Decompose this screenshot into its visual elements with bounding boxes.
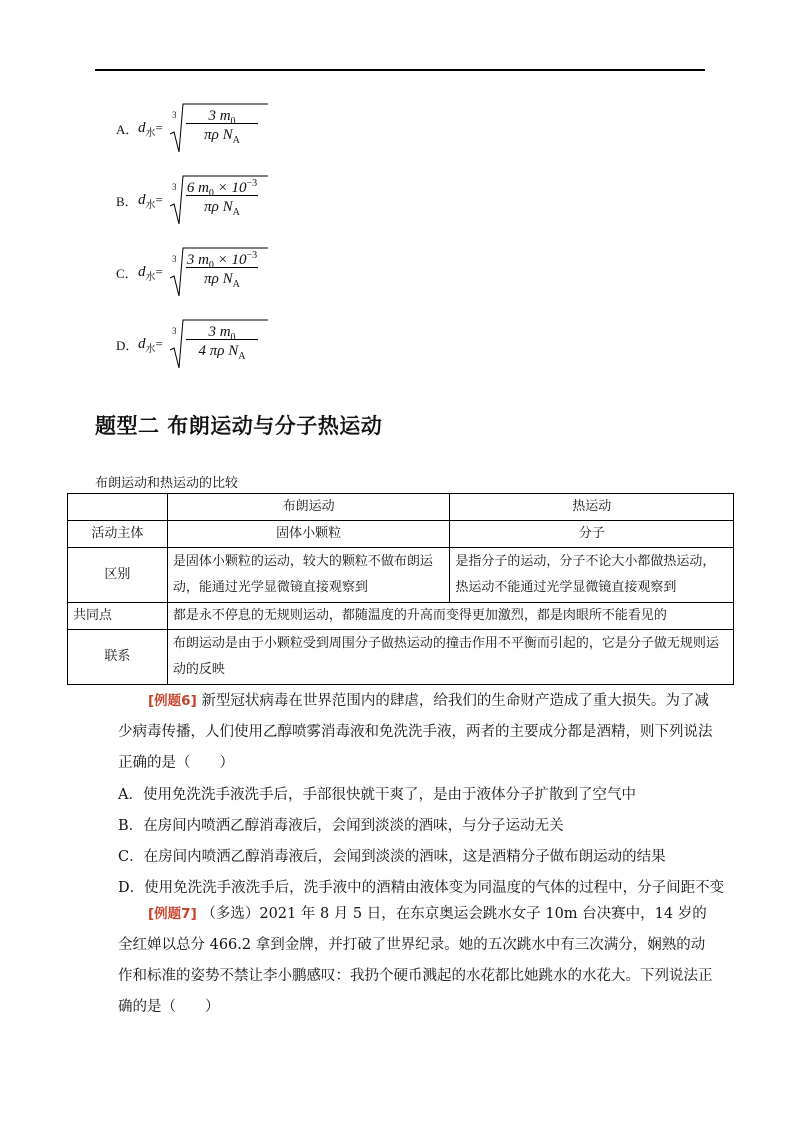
formula-lhs: $d_水=$	[138, 264, 163, 283]
option-a	[116, 106, 416, 166]
option-c	[116, 250, 416, 310]
row-label: 共同点	[68, 603, 168, 630]
row-label: 联系	[68, 630, 168, 685]
table-row	[68, 548, 734, 603]
table-merged-cell: 都是永不停息的无规则运动，都随温度的升高而变得更加激烈，都是肉眼所不能看见的	[167, 603, 733, 630]
option-b	[116, 178, 416, 238]
table-caption: 布朗运动和热运动的比较	[95, 476, 239, 491]
table-cell: 固体小颗粒	[167, 521, 450, 548]
table-cell: 是指分子的运动，分子不论大小都做热运动，热运动不能通过光学显微镜直接观察到	[450, 548, 734, 603]
option-letter: A．	[116, 122, 139, 137]
choice-d: D．使用免洗洗手液洗手后，洗手液中的酒精由液体变为同温度的气体的过程中，分子间距不变	[118, 880, 725, 896]
example-7-stem	[118, 899, 718, 1023]
table-header-row	[68, 494, 734, 521]
option-letter: C．	[116, 266, 138, 281]
example-6-stem	[118, 686, 718, 779]
table-header-cell: 热运动	[450, 494, 734, 521]
example-tag: [例题6]	[148, 693, 197, 709]
comparison-table	[67, 493, 734, 685]
header-rule	[95, 69, 705, 71]
choice-c: C．在房间内喷洒乙醇消毒液后，会闻到淡淡的酒味，这是酒精分子做布朗运动的结果	[118, 849, 666, 865]
option-d	[116, 322, 416, 382]
formula-fraction: 6 $m_0 \times 10^{-3}$ πρ $N_A$	[186, 178, 258, 218]
table-row	[68, 603, 734, 630]
example-tag: [例题7]	[148, 906, 197, 922]
table-cell	[68, 494, 168, 521]
formula-lhs: $d_水=$	[138, 336, 163, 355]
option-letter: D．	[116, 338, 139, 353]
option-letter: B．	[116, 194, 138, 209]
section-title: 题型二 布朗运动与分子热运动	[95, 414, 383, 438]
root-index: 3	[172, 182, 177, 192]
choice-a: A．使用免洗洗手液洗手后，手部很快就干爽了，是由于液体分子扩散到了空气中	[118, 787, 636, 803]
root-index: 3	[172, 254, 177, 264]
table-header-cell: 布朗运动	[167, 494, 450, 521]
example-text: （多选）2021 年 8 月 5 日，在东京奥运会跳水女子 10m 台决赛中，14 岁的全红婵以总分 466.2 拿到金牌，并打破了世界纪录。她的五次跳水中有三次满分，娴熟的动作和标准的姿势不禁让李小鹏感叹：我扔个硬币溅起的水花都比她跳水的水花大。下列说法正确的是（ ）	[118, 906, 713, 1015]
table-merged-cell: 布朗运动是由于小颗粒受到周围分子做热运动的撞击作用不平衡而引起的，它是分子做无规则运动的反映	[167, 630, 733, 685]
root-index: 3	[172, 110, 177, 120]
example-text: 新型冠状病毒在世界范围内的肆虐，给我们的生命财产造成了重大损失。为了减少病毒传播，人们使用乙醇喷雾消毒液和免洗洗手液，两者的主要成分都是酒精，则下列说法正确的是（ ）	[118, 693, 713, 771]
row-label: 活动主体	[68, 521, 168, 548]
table-cell: 是固体小颗粒的运动，较大的颗粒不做布朗运动，能通过光学显微镜直接观察到	[167, 548, 450, 603]
formula-fraction: 3 $m_0$ πρ $N_A$	[182, 102, 262, 145]
table-row	[68, 521, 734, 548]
formula-lhs: $d_水=$	[138, 120, 163, 139]
root-index: 3	[172, 326, 177, 336]
formula-fraction: 3 $m_0 \times 10^{-3}$ πρ $N_A$	[186, 250, 258, 290]
table-cell: 分子	[450, 521, 734, 548]
formula-lhs: $d_水=$	[138, 192, 163, 211]
choice-b: B．在房间内喷洒乙醇消毒液后，会闻到淡淡的酒味，与分子运动无关	[118, 818, 564, 834]
table-row	[68, 630, 734, 685]
row-label: 区别	[68, 548, 168, 603]
formula-fraction: 3 $m_0$ 4 πρ $N_A$	[182, 318, 262, 361]
